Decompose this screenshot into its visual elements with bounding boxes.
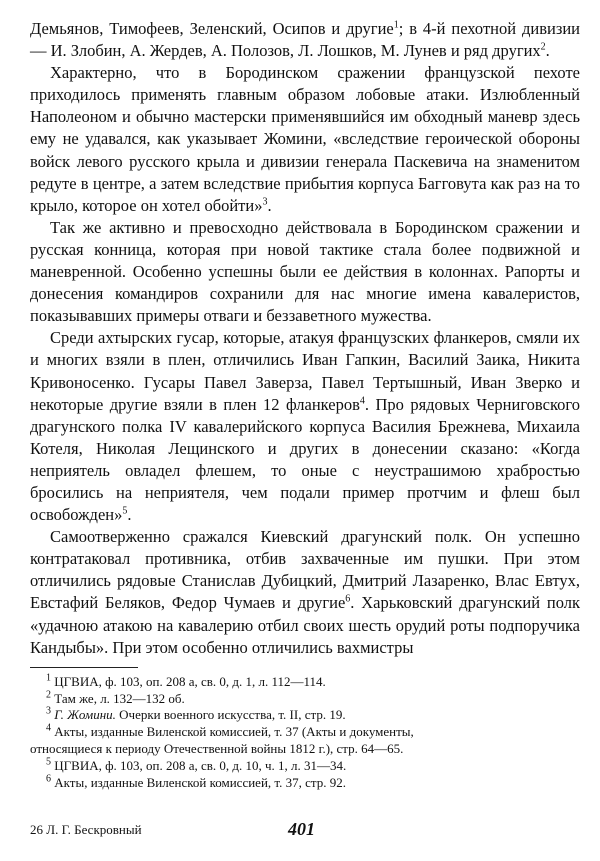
footnote-4 <box>30 724 580 741</box>
footnote-author: Г. Жомини. <box>54 707 116 723</box>
paragraph-5 <box>30 526 580 659</box>
text-run: . <box>267 195 272 215</box>
footnote-text: Акты, изданные Виленской комиссией, т. 37, стр. 92. <box>54 774 346 790</box>
text-run: Самоотверженно сражался Киевский драгунский полк. Он успешно контратаковал противника, отбив захваченные им пушки. При этом отличились рядовые Станислав Дубицкий, Дмитрий Лазаренко, Влас Евтух, Евстафий Беляков, Федор Чумаев и другие <box>30 527 580 613</box>
footnote-5 <box>30 758 580 775</box>
footnote-text: Там же, л. 132—132 об. <box>54 690 185 706</box>
footnote-text: Очерки военного искусства, т. II, стр. 19. <box>119 707 346 723</box>
footnote-ref[interactable]: 4 <box>359 395 365 407</box>
footnote-number: 5 <box>46 756 51 768</box>
footnote-number: 6 <box>46 773 51 785</box>
footnote-3 <box>30 707 580 724</box>
paragraph-4 <box>30 327 580 526</box>
text-run: Среди ахтырских гусар, которые, атакуя французских фланкеров, смяли их и многих взяли в плен, отличились Иван Гапкин, Василий Заика, Никита Кривоносенко. Гусары Павел Заверза, Павел Тертышный, Иван Зверко и некоторые другие взяли в плен 12 фланкеров <box>30 328 580 414</box>
footnote-ref[interactable]: 1 <box>393 19 399 31</box>
footnote-ref[interactable]: 2 <box>540 41 546 53</box>
page-body <box>30 18 580 791</box>
paragraph-1 <box>30 18 580 62</box>
page-footer <box>30 819 580 842</box>
paragraph-2 <box>30 62 580 217</box>
page-number: 401 <box>288 819 315 839</box>
footnote-1 <box>30 674 580 691</box>
text-run: . Про рядовых Черниговского драгунского полка IV кавалерийского корпуса Василия Брежнева, Михаила Котеля, Николая Лещинского и других в донесении сказано: «Когда неприятель овладел флешем, то оные с неустрашимою храбростью бросились на неприятеля, чем подали пример протчим и флеш был освобожден» <box>30 394 580 525</box>
footnote-text: ЦГВИА, ф. 103, оп. 208 а, св. 0, д. 1, л. 112—114. <box>54 673 326 689</box>
footnote-ref[interactable]: 5 <box>122 505 128 517</box>
footnote-ref[interactable]: 3 <box>262 196 268 208</box>
text-run: Демьянов, Тимофеев, Зеленский, Осипов и другие <box>30 19 394 38</box>
text-run: Характерно, что в Бородинском сражении французской пехоте приходилось применять главным образом лобовые атаки. Излюбленный Наполеоном и обычно мастерски применявшийся им обходный маневр здесь ему не удавался, как указывает Жомини, «вследствие героической обороны войск левого русского крыла и дивизии генерала Паскевича на знаменитом редуте в центре, а затем вследствие прибытия корпуса Багговута как раз на то крыло, которое он хотел обойти» <box>30 63 580 215</box>
footnote-number: 3 <box>46 705 51 717</box>
signature-mark: 26 Л. Г. Бескровный <box>30 822 142 837</box>
footnotes <box>30 674 580 792</box>
footnote-text: ЦГВИА, ф. 103, оп. 208 а, св. 0, д. 10, ч. 1, л. 31—34. <box>54 757 347 773</box>
footnote-divider <box>30 667 138 668</box>
text-run: . <box>545 41 550 61</box>
footnote-ref[interactable]: 6 <box>345 593 351 605</box>
footnote-number: 2 <box>46 689 51 701</box>
paragraph-3 <box>30 217 580 327</box>
footnote-number: 1 <box>46 672 51 684</box>
text-run: . Харьковский драгунский полк «удачною атакою на кавалерию отбил своих шесть орудий роты подпоручика Кандыбы». При этом особенно отличились вахмистры <box>30 593 580 657</box>
footnote-text: Акты, изданные Виленской комиссией, т. 37 (Акты и документы, <box>54 724 414 740</box>
text-run: ; в 4-й пехотной дивизии — И. Злобин, А. Жердев, А. Полозов, Л. Лошков, М. Лунев и ряд других <box>30 19 581 61</box>
footnote-number: 4 <box>46 722 51 734</box>
footnote-6 <box>30 775 580 792</box>
footnote-2 <box>30 691 580 708</box>
footnote-text: относящиеся к периоду Отечественной войны 1812 г.), стр. 64—65. <box>30 740 404 756</box>
footnote-4-continued <box>30 741 580 758</box>
text-run: Так же активно и превосходно действовала в Бородинском сражении и русская конница, которая при новой тактике стала более подвижной и маневренной. Особенно успешны были ее действия в колоннах. Рапорты и донесения командиров сохранили для нас многие имена кавалеристов, показывавших примеры отваги и беззаветного мужества. <box>30 217 580 326</box>
text-run: . <box>127 505 132 525</box>
